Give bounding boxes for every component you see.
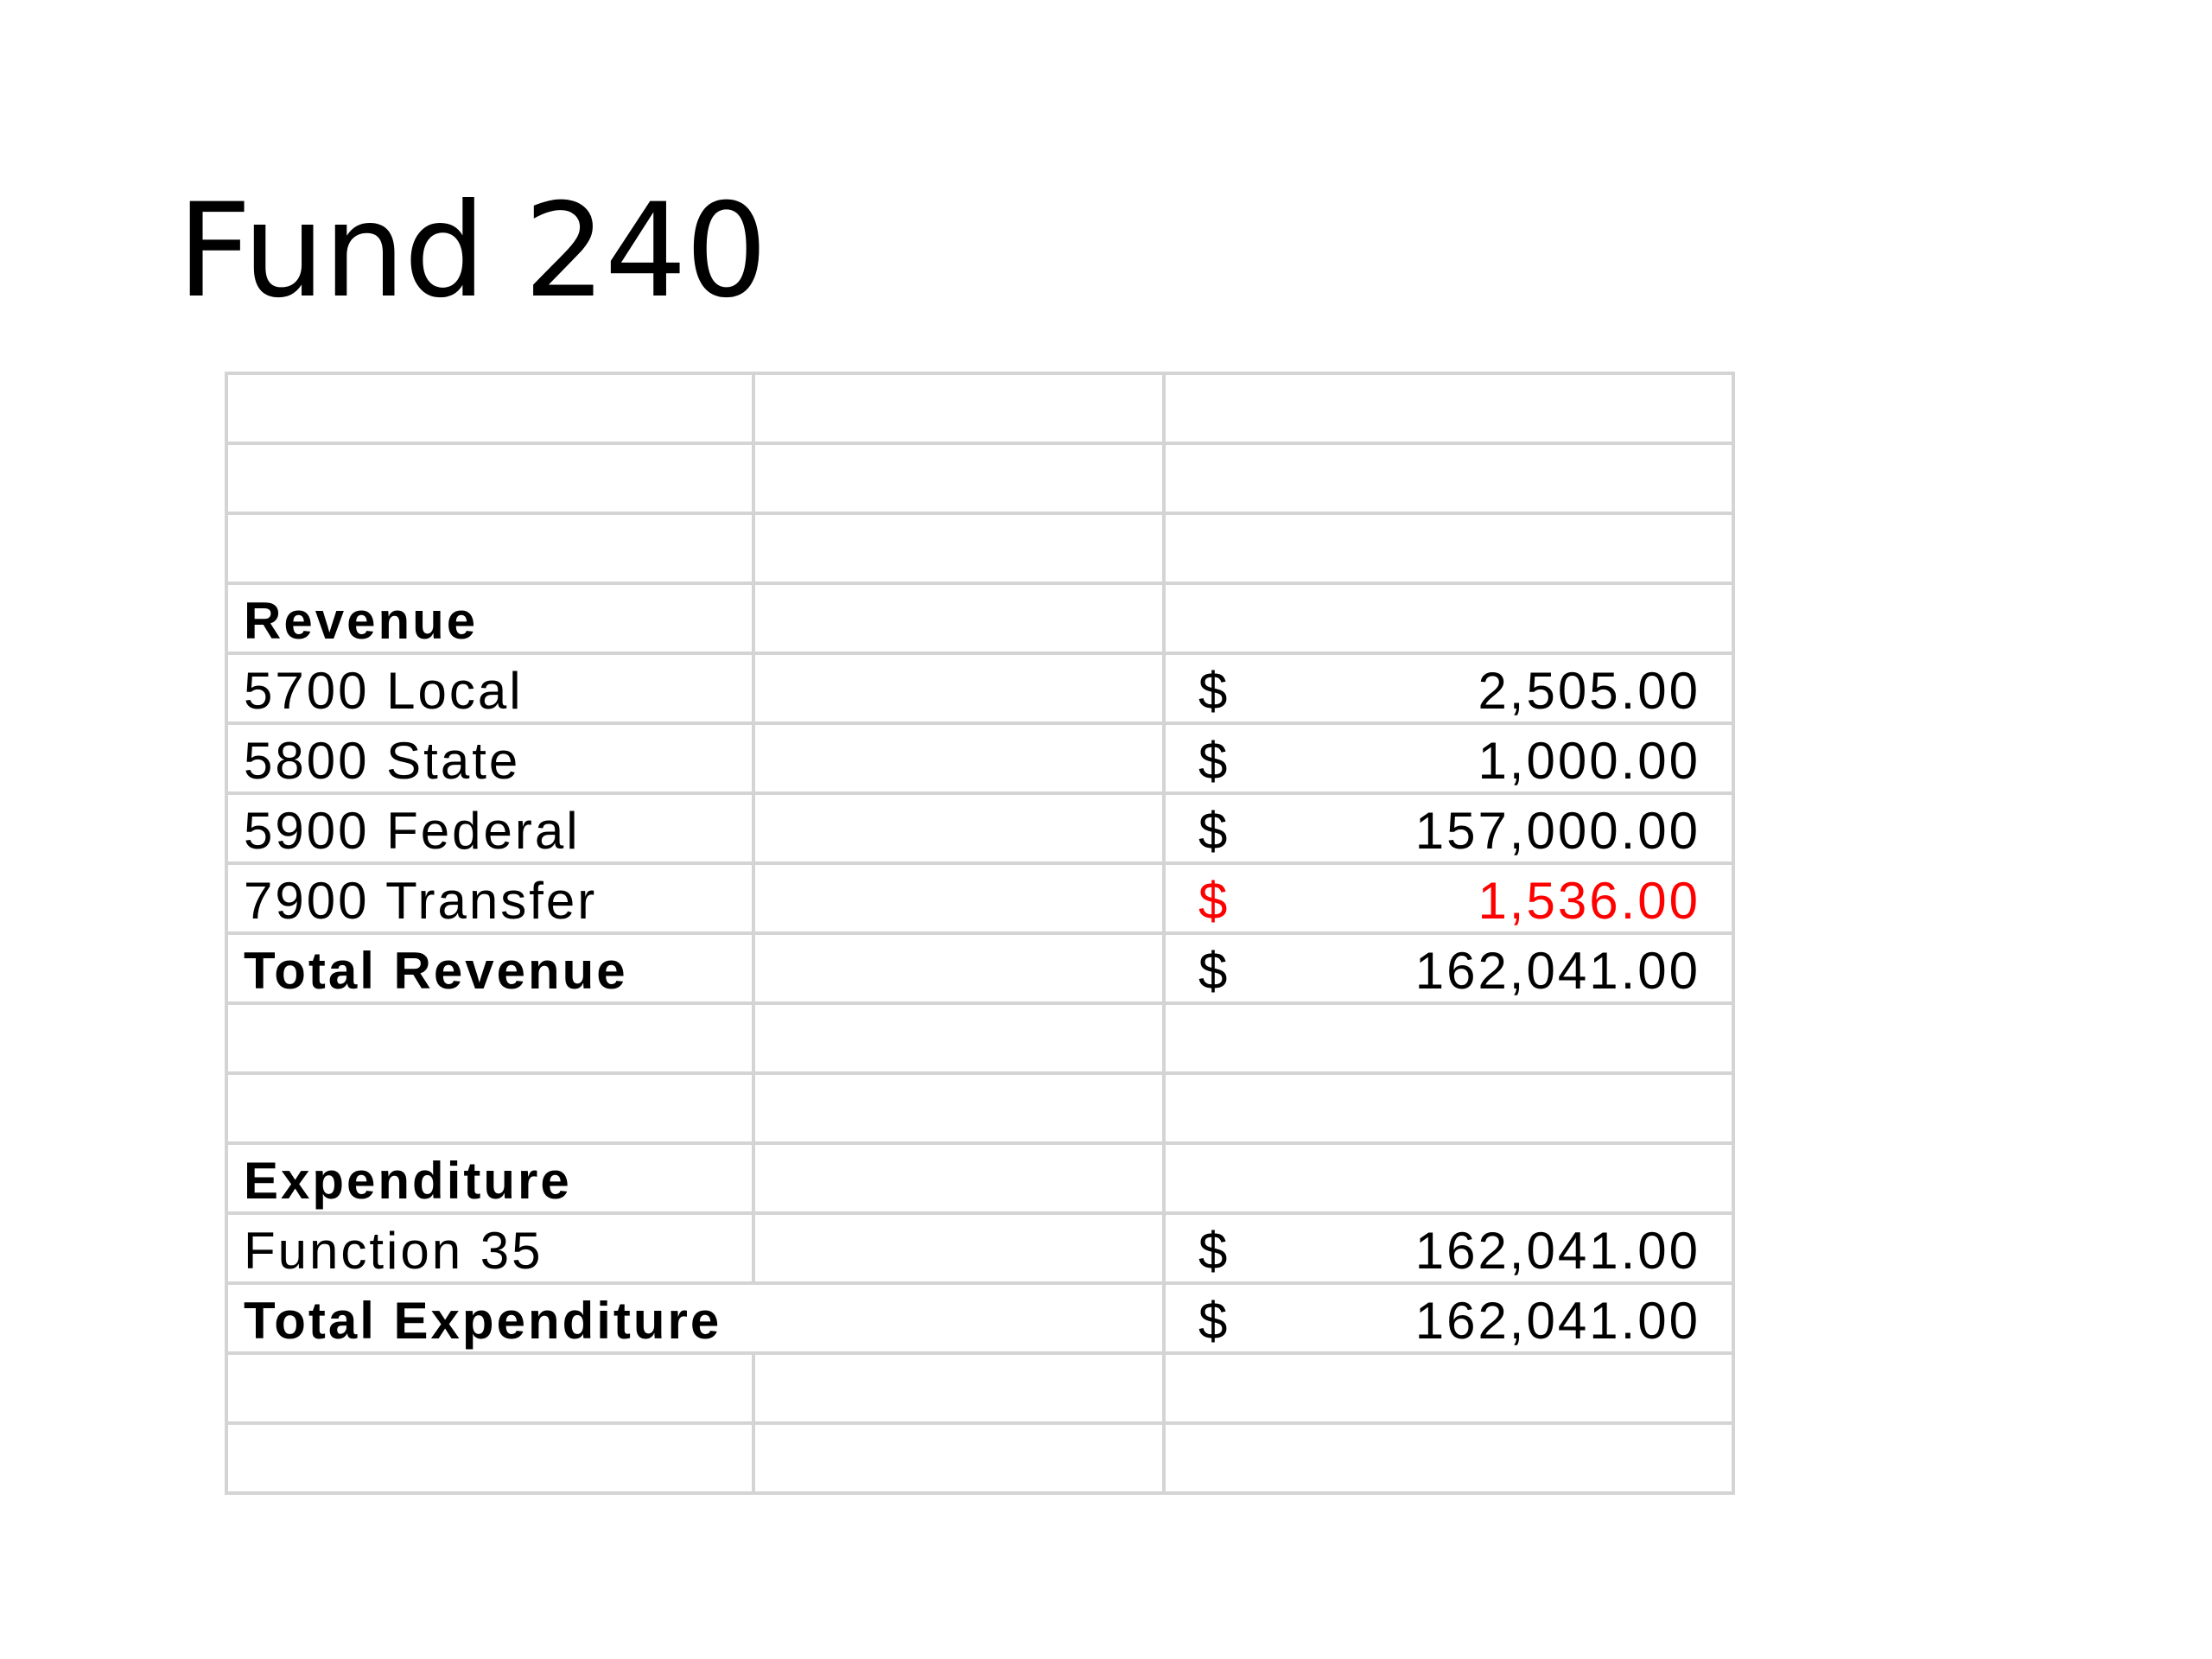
- amount-cell[interactable]: [1164, 933, 1733, 1003]
- cell[interactable]: [1164, 1353, 1733, 1423]
- amount-value: 157,000.00: [1414, 802, 1700, 860]
- empty-row: [226, 373, 1733, 443]
- cell[interactable]: [753, 1353, 1164, 1423]
- cell[interactable]: [226, 1423, 753, 1493]
- cell[interactable]: [753, 583, 1164, 653]
- cell[interactable]: [753, 933, 1164, 1003]
- cell[interactable]: [226, 1073, 753, 1143]
- cell[interactable]: [753, 793, 1164, 863]
- cell[interactable]: [226, 1353, 753, 1423]
- row-label[interactable]: 5900 Federal: [226, 793, 753, 863]
- amount-value: 1,536.00: [1478, 872, 1700, 930]
- currency-symbol: $: [1198, 1292, 1230, 1350]
- amount-value: 1,000.00: [1478, 732, 1700, 790]
- revenue-row-transfer: [226, 863, 1733, 933]
- cell[interactable]: [226, 513, 753, 583]
- cell[interactable]: [753, 513, 1164, 583]
- amount-wrap: [1166, 941, 1732, 1001]
- amount-wrap: [1166, 801, 1732, 861]
- cell[interactable]: [226, 443, 753, 513]
- revenue-row-local: [226, 653, 1733, 723]
- amount-cell[interactable]: [1164, 863, 1733, 933]
- slide-title: Fund 240: [177, 176, 766, 327]
- expenditure-heading-row: [226, 1143, 1733, 1213]
- amount-value: 162,041.00: [1414, 942, 1700, 1000]
- fund-spreadsheet: [225, 372, 1735, 1495]
- amount-wrap: [1166, 1221, 1732, 1281]
- cell[interactable]: [753, 1143, 1164, 1213]
- cell[interactable]: [753, 443, 1164, 513]
- cell[interactable]: [1164, 1003, 1733, 1073]
- cell[interactable]: [1164, 1423, 1733, 1493]
- cell[interactable]: [1164, 1073, 1733, 1143]
- cell[interactable]: [1164, 583, 1733, 653]
- revenue-row-state: [226, 723, 1733, 793]
- currency-symbol: $: [1198, 802, 1230, 860]
- amount-wrap: [1166, 661, 1732, 721]
- amount-cell[interactable]: [1164, 1213, 1733, 1283]
- revenue-heading-row: [226, 583, 1733, 653]
- cell[interactable]: [753, 1213, 1164, 1283]
- cell[interactable]: [753, 1283, 1164, 1353]
- expenditure-heading[interactable]: Expenditure: [226, 1143, 753, 1213]
- amount-cell[interactable]: [1164, 793, 1733, 863]
- amount-wrap: [1166, 731, 1732, 791]
- cell[interactable]: [1164, 443, 1733, 513]
- empty-row: [226, 513, 1733, 583]
- total-revenue-label[interactable]: Total Revenue: [226, 933, 753, 1003]
- total-revenue-row: [226, 933, 1733, 1003]
- cell[interactable]: [753, 1003, 1164, 1073]
- currency-symbol: $: [1198, 942, 1230, 1000]
- cell[interactable]: [226, 1003, 753, 1073]
- amount-cell[interactable]: [1164, 653, 1733, 723]
- expenditure-row-function-35: [226, 1213, 1733, 1283]
- amount-value: 162,041.00: [1414, 1292, 1700, 1350]
- cell[interactable]: [226, 373, 753, 443]
- cell[interactable]: [753, 373, 1164, 443]
- amount-cell[interactable]: [1164, 1283, 1733, 1353]
- cell[interactable]: [1164, 373, 1733, 443]
- empty-row: [226, 443, 1733, 513]
- amount-cell[interactable]: [1164, 723, 1733, 793]
- total-expenditure-row: [226, 1283, 1733, 1353]
- revenue-row-federal: [226, 793, 1733, 863]
- cell[interactable]: [1164, 513, 1733, 583]
- row-label[interactable]: 5800 State: [226, 723, 753, 793]
- row-label[interactable]: 7900 Transfer: [226, 863, 753, 933]
- amount-wrap-highlighted: [1166, 871, 1732, 931]
- cell[interactable]: [753, 1073, 1164, 1143]
- empty-row: [226, 1353, 1733, 1423]
- amount-wrap: [1166, 1291, 1732, 1351]
- cell[interactable]: [753, 863, 1164, 933]
- currency-symbol: $: [1198, 662, 1230, 720]
- empty-row: [226, 1003, 1733, 1073]
- empty-row: [226, 1073, 1733, 1143]
- cell[interactable]: [753, 1423, 1164, 1493]
- row-label[interactable]: Function 35: [226, 1213, 753, 1283]
- empty-row: [226, 1423, 1733, 1493]
- cell[interactable]: [753, 723, 1164, 793]
- row-label[interactable]: 5700 Local: [226, 653, 753, 723]
- currency-symbol: $: [1198, 1222, 1230, 1280]
- revenue-heading[interactable]: Revenue: [226, 583, 753, 653]
- amount-value: 2,505.00: [1478, 662, 1700, 720]
- currency-symbol: $: [1198, 732, 1230, 790]
- currency-symbol: $: [1198, 872, 1230, 930]
- total-expenditure-label[interactable]: Total Expenditure: [226, 1283, 753, 1353]
- cell[interactable]: [1164, 1143, 1733, 1213]
- amount-value: 162,041.00: [1414, 1222, 1700, 1280]
- cell[interactable]: [753, 653, 1164, 723]
